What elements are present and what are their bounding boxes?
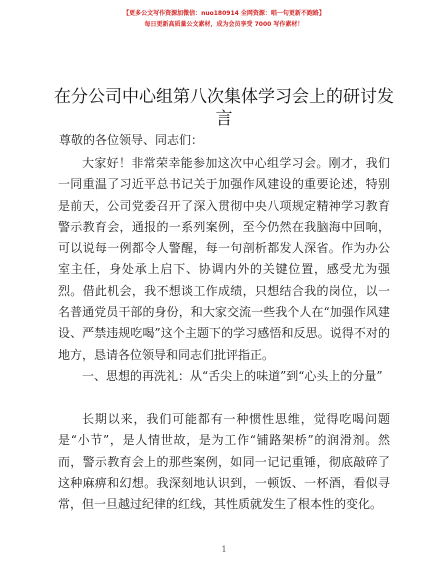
promo-banner-line1: 【更多公文写作资源加微信：nuo180914 全网资源：唱一句更新不跑路】 [123,10,325,17]
promo-banner [0,8,448,30]
promo-banner-line2: 每日更新高质量公文素材，成为会员享受 7000 写作素材！ [144,21,304,28]
document-title: 在分公司中心组第八次集体学习会上的研讨发言 [54,87,394,129]
section-heading-1: 一、思想的再洗礼：从“舌尖上的味道”到“心头上的分量” [82,369,383,383]
salutation: 尊敬的各位领导、同志们： [59,133,204,147]
body-paragraph-intro: 大家好！非常荣幸能参加这次中心组学习会。刚才，我们一同重温了习近平总书记关于加强作风建设的重要论述，特别是前天，公司党委召开了深入贯彻中央八项规定精神学习教育警示教育会，通报的一系列案例，至今仍然在我脑海中回响，可以说每一例都令人警醒，每一句剖析都发人深省。作为办公室主任，身处承上启下、协调内外的关键位置，感受尤为强烈。借此机会，我不想谈工作成绩，只想结合我的岗位，以一名普通党员干部的身份，和大家交流一些我个人在“加强作风建设、严禁违规吃喝”这个主题下的学习感悟和反思。说得不对的地方，恳请各位领导和同志们批评指正。 [58,156,390,362]
body-paragraph-section-1: 长期以来，我们可能都有一种惯性思维，觉得吃喝问题是“小节”，是人情世故，是为工作“铺路架桥”的润滑剂。然而，警示教育会上的那些案例，如同一记记重锤，彻底敲碎了这种麻痹和幻想。我深刻地认识到，一顿饭、一杯酒，看似寻常，但一旦越过纪律的红线，其性质就发生了根本性的变化。 [58,412,390,512]
page-number: 1 [221,545,227,554]
